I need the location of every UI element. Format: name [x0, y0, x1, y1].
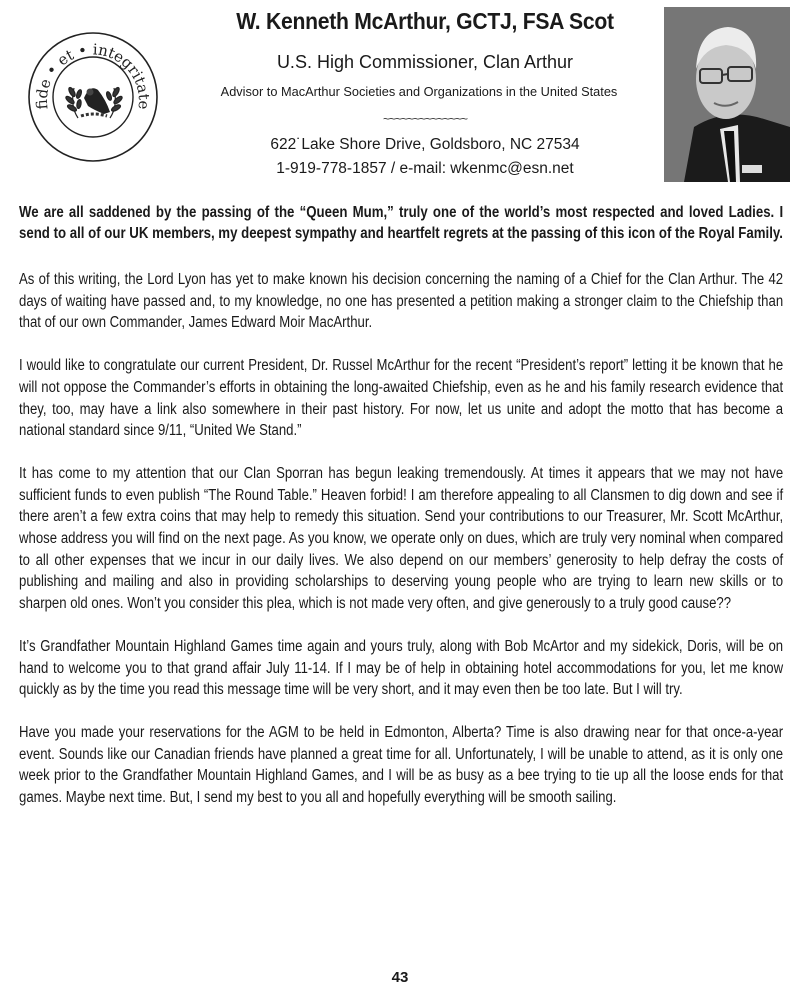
mailing-address: 622˙Lake Shore Drive, Goldsboro, NC 27534 — [270, 136, 580, 153]
paragraph-highland-games: It’s Grandfather Mountain Highland Games time again and yours truly, along with Bob McArtor and my sidekick, Doris, will be on hand to welcome you to that grand affair July 11-14. If I may be of help in obtaining hotel accommodations for you, let me know quickly as by the time you read this message time will be very short, and it may even then be too late. But I will try. — [19, 637, 784, 699]
portrait-photo — [664, 7, 790, 182]
author-name: W. Kenneth McArthur, GCTJ, FSA Scot — [236, 8, 614, 34]
letter-body — [19, 203, 783, 830]
contact-info: 1-919-778-1857 / e-mail: wkenmc@esn.net — [276, 160, 574, 177]
divider: ~~~~~~~~~~~~~~ — [382, 112, 468, 126]
page-number: 43 — [391, 969, 409, 986]
laurel-right-icon — [106, 87, 124, 118]
bird-icon — [81, 88, 110, 116]
paragraph-donations: It has come to my attention that our Clan Sporran has begun leaking tremendously. At times it appears that we may not have sufficient funds to even publish “The Round Table.” Heaven forbid! I am therefore appealing to all Clansmen to dig down and see if there aren’t a few extra coins that may help to remedy this situation. Send your contributions to our Treasurer, Mr. Scott McArthur, whose address you will find on the next page. As you know, we operate only on dues, which are truly very nominal when compared to all other expenses that we incur in our daily lives. We also depend on our members’ generosity to help defray the costs of publishing and mailing and also in providing scholarships to deserving young people who are trying to learn new skills or to sharpen old ones. Won’t you consider this plea, which is not made very often, and give generously to a truly good cause?? — [19, 464, 784, 613]
paragraph-chiefship: As of this writing, the Lord Lyon has yet to make known his decision concerning the naming of a Chief for the Clan Arthur. The 42 days of waiting have passed and, to my knowledge, no one has presented a petition making a stronger claim to the Chiefship than that of our own Commander, James Edward Moir MacArthur. — [19, 271, 784, 332]
author-advisor-role: Advisor to MacArthur Societies and Organizations in the United States — [220, 84, 618, 99]
crest-seal-icon — [26, 30, 160, 164]
paragraph-agm: Have you made your reservations for the AGM to be held in Edmonton, Alberta? Time is also drawing near for that once-a-year event. Sounds like our Canadian friends have planned a great time for all. Unfortunately, I will be unable to attend, as it is only one week prior to the Grandfather Mountain Highland Games, and I will be as busy as a bee trying to tie up all the loose ends for that games. Maybe next time. But, I send my best to you all and hopefully everything will be smooth sailing. — [19, 723, 784, 807]
paragraph-condolence: We are all saddened by the passing of the “Queen Mum,” truly one of the world’s most respected and loved Ladies. I send to all of our UK members, my deepest sympathy and heartfelt regrets at the passing of this icon of the Royal Family. — [19, 204, 784, 242]
paragraph-president: I would like to congratulate our current President, Dr. Russel McArthur for the recent “President’s report” letting it be known that he will not oppose the Commander’s efforts in obtaining the long-awaited Chiefship, even as he and his family research evidence that they, too, may have a link also somewhere in their past history. For now, let us unite and adopt the motto that has become a national standard since 9/11, “United We Stand.” — [19, 357, 784, 440]
portrait-image — [664, 7, 790, 182]
seal-motto: fide • et • integritate — [32, 40, 154, 111]
letterhead — [0, 0, 800, 190]
laurel-left-icon — [65, 87, 83, 118]
author-title: U.S. High Commissioner, Clan Arthur — [276, 52, 574, 72]
